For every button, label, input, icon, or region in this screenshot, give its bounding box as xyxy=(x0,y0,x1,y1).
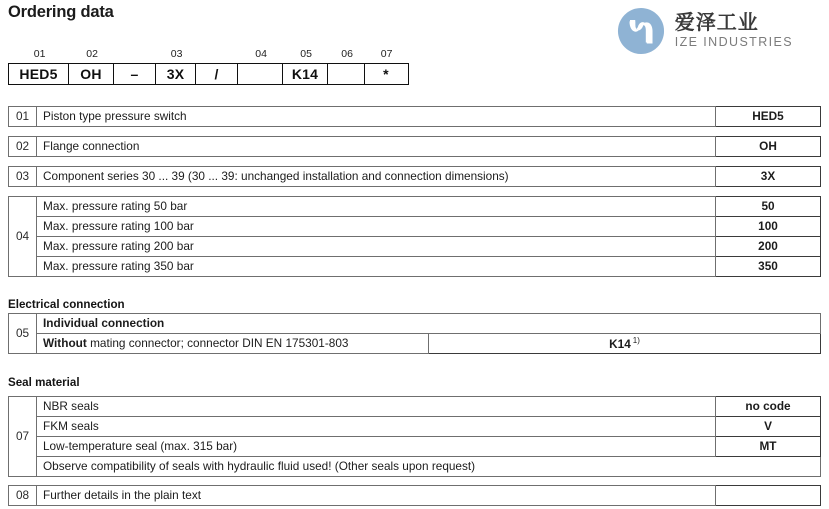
table-row xyxy=(9,486,821,506)
row-code: OH xyxy=(716,137,821,157)
row-description: Component series 30 ... 39 (30 ... 39: unchanged installation and connection dimensions) xyxy=(37,167,716,187)
row-code: V xyxy=(716,417,821,437)
ordering-code-position-07: 07 xyxy=(380,48,393,60)
row-description xyxy=(37,334,429,354)
table-row xyxy=(9,197,821,217)
row-position-number: 04 xyxy=(9,197,37,277)
ordering-table-01 xyxy=(8,106,821,127)
row-code-footnote: 1) xyxy=(632,335,640,345)
row-description: Further details in the plain text xyxy=(37,486,716,506)
ordering-code-position-01: 01 xyxy=(33,48,46,60)
table-row xyxy=(9,314,821,334)
section-heading-seal-material: Seal material xyxy=(8,376,80,389)
row-description-rest: mating connector; connector DIN EN 175301-803 xyxy=(86,335,349,350)
table-row xyxy=(9,397,821,417)
row-description: Low-temperature seal (max. 315 bar) xyxy=(37,437,716,457)
ordering-code-position-05: 05 xyxy=(300,48,312,60)
table-row xyxy=(9,107,821,127)
row-code xyxy=(716,486,821,506)
row-description: NBR seals xyxy=(37,397,716,417)
row-note: Observe compatibility of seals with hydraulic fluid used! (Other seals upon request) xyxy=(37,457,821,477)
ordering-code-strip xyxy=(8,48,409,85)
row-code: HED5 xyxy=(716,107,821,127)
ordering-code-boxes xyxy=(8,63,409,85)
ordering-table-04 xyxy=(8,196,821,277)
table-row xyxy=(9,137,821,157)
row-position-number: 05 xyxy=(9,314,37,354)
ordering-table-03 xyxy=(8,166,821,187)
row-position-number: 01 xyxy=(9,107,37,127)
table-row xyxy=(9,457,821,477)
ordering-code-cell-7: K14 xyxy=(283,64,328,84)
logo-text-block xyxy=(675,13,793,49)
row-code: 200 xyxy=(716,237,821,257)
table-row xyxy=(9,437,821,457)
row-position-number: 02 xyxy=(9,137,37,157)
row-description-lead: Without xyxy=(43,335,87,350)
ordering-code-cell-2: OH xyxy=(69,64,114,84)
table-row xyxy=(9,217,821,237)
row-code: no code xyxy=(716,397,821,417)
ordering-code-cell-8 xyxy=(328,64,365,84)
row-code-value: K14 xyxy=(609,336,631,351)
ordering-code-position-03: 03 xyxy=(170,48,183,60)
ordering-code-position-02: 02 xyxy=(86,48,98,60)
row-description: Max. pressure rating 200 bar xyxy=(37,237,716,257)
ordering-code-cell-1: HED5 xyxy=(9,64,69,84)
row-description: Piston type pressure switch xyxy=(37,107,716,127)
ordering-table-07 xyxy=(8,396,821,477)
row-code: 350 xyxy=(716,257,821,277)
row-subsection-header: Individual connection xyxy=(37,314,821,334)
table-row xyxy=(9,167,821,187)
ordering-table-05 xyxy=(8,313,821,354)
page-title: Ordering data xyxy=(8,3,114,21)
ordering-code-cell-3: – xyxy=(114,64,156,84)
row-code: MT xyxy=(716,437,821,457)
table-row xyxy=(9,257,821,277)
row-description: Max. pressure rating 50 bar xyxy=(37,197,716,217)
ordering-code-position-06: 06 xyxy=(341,48,353,60)
table-row xyxy=(9,417,821,437)
row-position-number: 03 xyxy=(9,167,37,187)
ordering-code-position-labels xyxy=(8,48,409,61)
row-position-number: 08 xyxy=(9,486,37,506)
table-row xyxy=(9,334,821,354)
row-description: Max. pressure rating 350 bar xyxy=(37,257,716,277)
row-code: 3X xyxy=(716,167,821,187)
ordering-code-position-04: 04 xyxy=(255,48,267,60)
ordering-code-cell-6 xyxy=(238,64,283,84)
logo-english-name: IZE INDUSTRIES xyxy=(674,34,793,49)
ordering-code-cell-9: * xyxy=(383,66,389,82)
ordering-table-08 xyxy=(8,485,821,506)
row-position-number: 07 xyxy=(9,397,37,477)
row-code xyxy=(429,334,821,354)
row-description: FKM seals xyxy=(37,417,716,437)
ordering-code-cell-4: 3X xyxy=(156,64,196,84)
ordering-code-cell-5: / xyxy=(196,64,238,84)
section-heading-electrical-connection: Electrical connection xyxy=(8,298,125,311)
ize-industries-logo-mark xyxy=(617,7,665,55)
row-code: 100 xyxy=(716,217,821,237)
table-row xyxy=(9,237,821,257)
brand-logo xyxy=(617,7,793,55)
row-code: 50 xyxy=(716,197,821,217)
row-description: Max. pressure rating 100 bar xyxy=(37,217,716,237)
logo-chinese-name: 爱泽工业 xyxy=(674,11,759,34)
ordering-table-02 xyxy=(8,136,821,157)
row-description: Flange connection xyxy=(37,137,716,157)
